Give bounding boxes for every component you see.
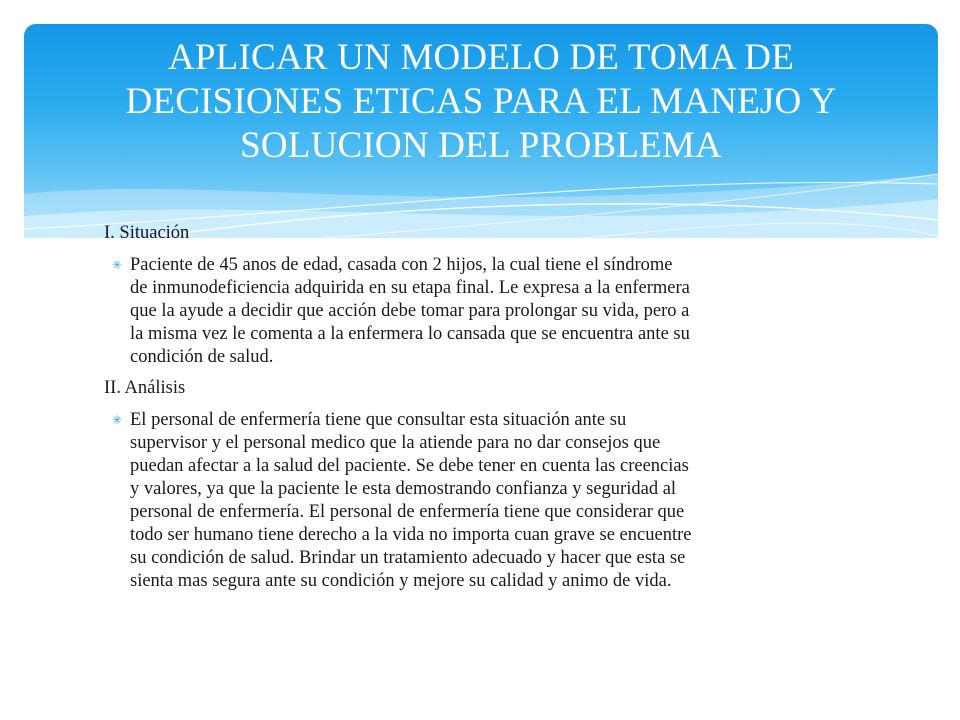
section-heading-analisis: II. Análisis xyxy=(104,378,186,399)
bullet-line: y valores, ya que la paciente le esta demostrando confianza y seguridad al xyxy=(130,479,677,500)
bullet-line: personal de enfermería. El personal de enfermería tiene que considerar que xyxy=(130,501,685,522)
bullet-line: Paciente de 45 anos de edad, casada con 2 hijos, la cual tiene el síndrome xyxy=(130,254,673,275)
bullet-line: condición de salud. xyxy=(130,346,274,367)
bullet-line: que la ayude a decidir que acción debe tomar para prolongar su vida, pero a xyxy=(130,300,690,321)
bullet-analisis xyxy=(104,409,874,592)
title-line: SOLUCION DEL PROBLEMA xyxy=(240,125,722,166)
bullet-line: la misma vez le comenta a la enfermera lo cansada que se encuentra ante su xyxy=(130,323,690,344)
bullet-line: todo ser humano tiene derecho a la vida no importa cuan grave se encuentre xyxy=(130,524,692,545)
title-line: DECISIONES ETICAS PARA EL MANEJO Y xyxy=(125,81,837,122)
asterisk-icon: ✳ xyxy=(112,413,123,428)
bullet-line: El personal de enfermería tiene que consultar esta situación ante su xyxy=(130,410,627,431)
title-line: APLICAR UN MODELO DE TOMA DE xyxy=(167,37,795,78)
slide-title xyxy=(24,36,938,168)
bullet-line: sienta mas segura ante su condición y mejore su calidad y animo de vida. xyxy=(130,570,672,591)
section-heading-situacion: I. Situación xyxy=(104,223,190,243)
asterisk-icon: ✳ xyxy=(112,257,123,272)
bullet-line: de inmunodeficiencia adquirida en su etapa final. Le expresa a la enfermera xyxy=(130,277,690,298)
bullet-line: puedan afectar a la salud del paciente. Se debe tener en cuenta las creencias xyxy=(130,456,689,477)
bullet-situacion xyxy=(104,254,874,369)
bullet-line: su condición de salud. Brindar un tratamiento adecuado y hacer que esta se xyxy=(130,547,686,568)
title-banner xyxy=(24,24,938,238)
slide-body xyxy=(104,222,874,602)
bullet-line: supervisor y el personal medico que la atiende para no dar consejos que xyxy=(130,433,661,454)
